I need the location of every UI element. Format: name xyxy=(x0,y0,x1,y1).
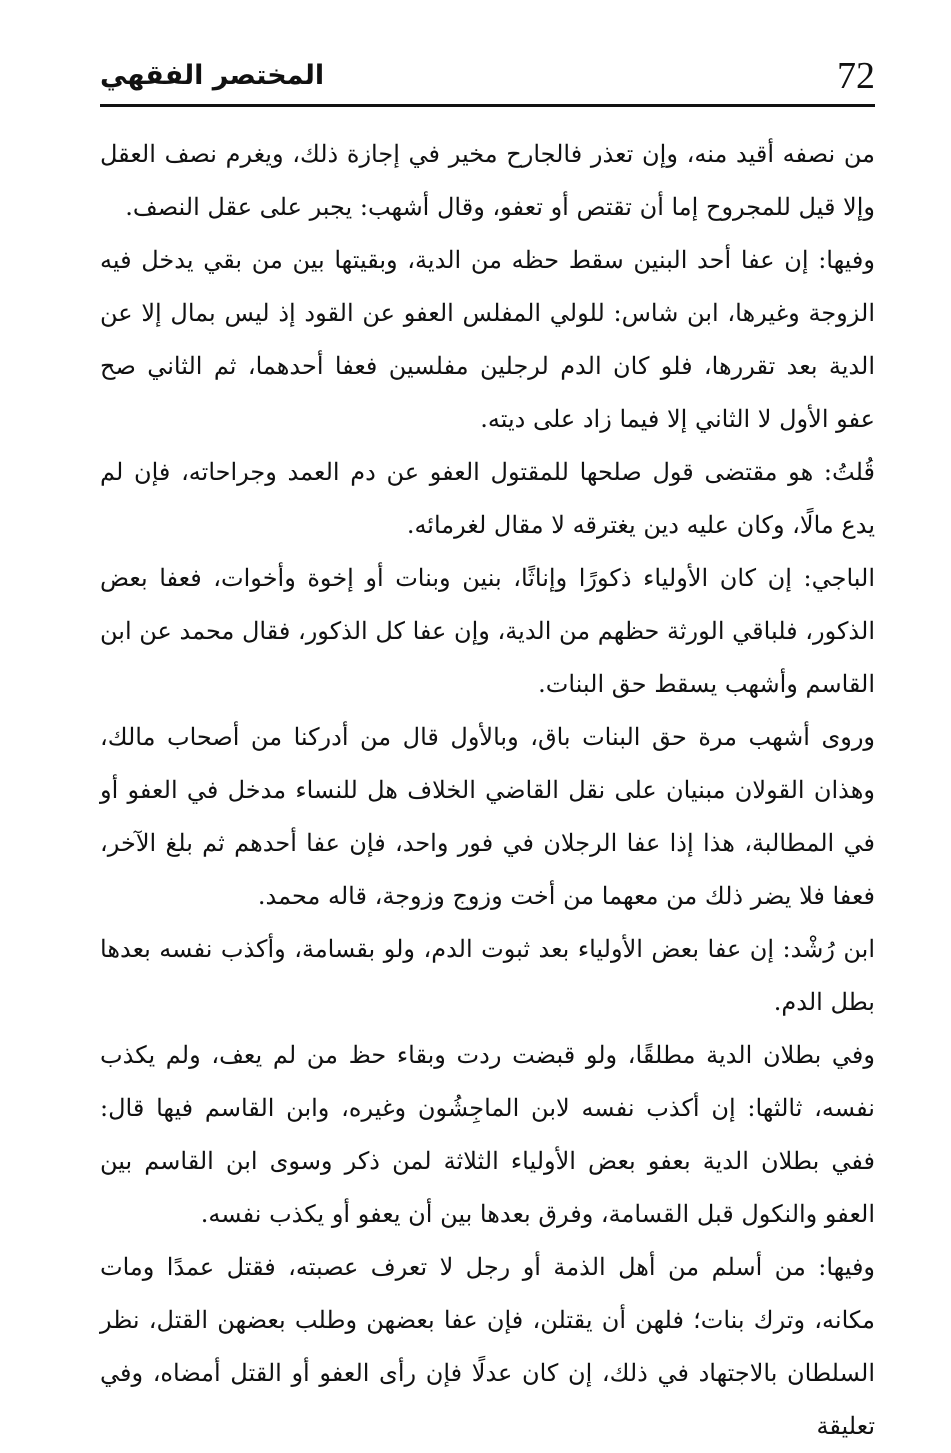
running-title: المختصر الفقهي xyxy=(100,60,325,91)
paragraph: وفيها: إن عفا أحد البنين سقط حظه من الدية، وبقيتها بين من بقي يدخل فيه الزوجة وغيرها، ابن شاس: للولي المفلس العفو عن القود إذ ليس بمال إلا عن الدية بعد تقررها، فلو كان الدم لرجلين مفلسين فعفا أحدهما، ثم الثاني صح عفو الأول لا الثاني إلا فيما زاد على ديته. xyxy=(100,246,875,433)
paragraph: وروى أشهب مرة حق البنات باق، وبالأول قال من أدركنا من أصحاب مالك، وهذان القولان مبنيان على نقل القاضي الخلاف هل للنساء مدخل في العفو أو في المطالبة، هذا إذا عفا الرجلان في فور واحد، فإن عفا أحدهم ثم بلغ الآخر، فعفا فلا يضر ذلك من معهما من أخت وزوج وزوجة، قاله محمد. xyxy=(100,723,876,910)
page-number: 72 xyxy=(837,55,875,97)
body-text xyxy=(100,128,875,1453)
paragraph: قُلتُ: هو مقتضى قول صلحها للمقتول العفو عن دم العمد وجراحاته، فإن لم يدع مالًا، وكان عليه دين يغترقه لا مقال لغرمائه. xyxy=(100,458,875,539)
paragraph: ابن رُشْد: إن عفا بعض الأولياء بعد ثبوت الدم، ولو بقسامة، وأكذب نفسه بعدها بطل الدم. xyxy=(100,935,875,1016)
paragraph: وفيها: من أسلم من أهل الذمة أو رجل لا تعرف عصبته، فقتل عمدًا ومات مكانه، وترك بنات؛ فلهن أن يقتلن، فإن عفا بعضهن وطلب بعضهن القتل، نظر السلطان بالاجتهاد في ذلك، إن كان عدلًا فإن رأى العفو أو القتل أمضاه، وفي تعليقة xyxy=(100,1253,876,1440)
paragraph: وفي بطلان الدية مطلقًا، ولو قبضت ردت وبقاء حظ من لم يعف، ولم يكذب نفسه، ثالثها: إن أكذب نفسه لابن الماجِشُون وغيره، وابن القاسم فيها قال: ففي بطلان الدية بعفو بعض الأولياء الثلاثة لمن ذكر وسوى ابن القاسم بين العفو والنكول قبل القسامة، وفرق بعدها بين أن يعفو أو يكذب نفسه. xyxy=(100,1041,875,1228)
paragraph: من نصفه أقيد منه، وإن تعذر فالجارح مخير في إجازة ذلك، ويغرم نصف العقل وإلا قيل للمجروح إما أن تقتص أو تعفو، وقال أشهب: يجبر على عقل النصف. xyxy=(100,140,875,221)
paragraph: الباجي: إن كان الأولياء ذكورًا وإناثًا، بنين وبنات أو إخوة وأخوات، فعفا بعض الذكور، فلباقي الورثة حظهم من الدية، وإن عفا كل الذكور، فقال محمد عن ابن القاسم وأشهب يسقط حق البنات. xyxy=(100,564,875,698)
page-header xyxy=(100,52,875,104)
header-rule xyxy=(100,104,875,107)
